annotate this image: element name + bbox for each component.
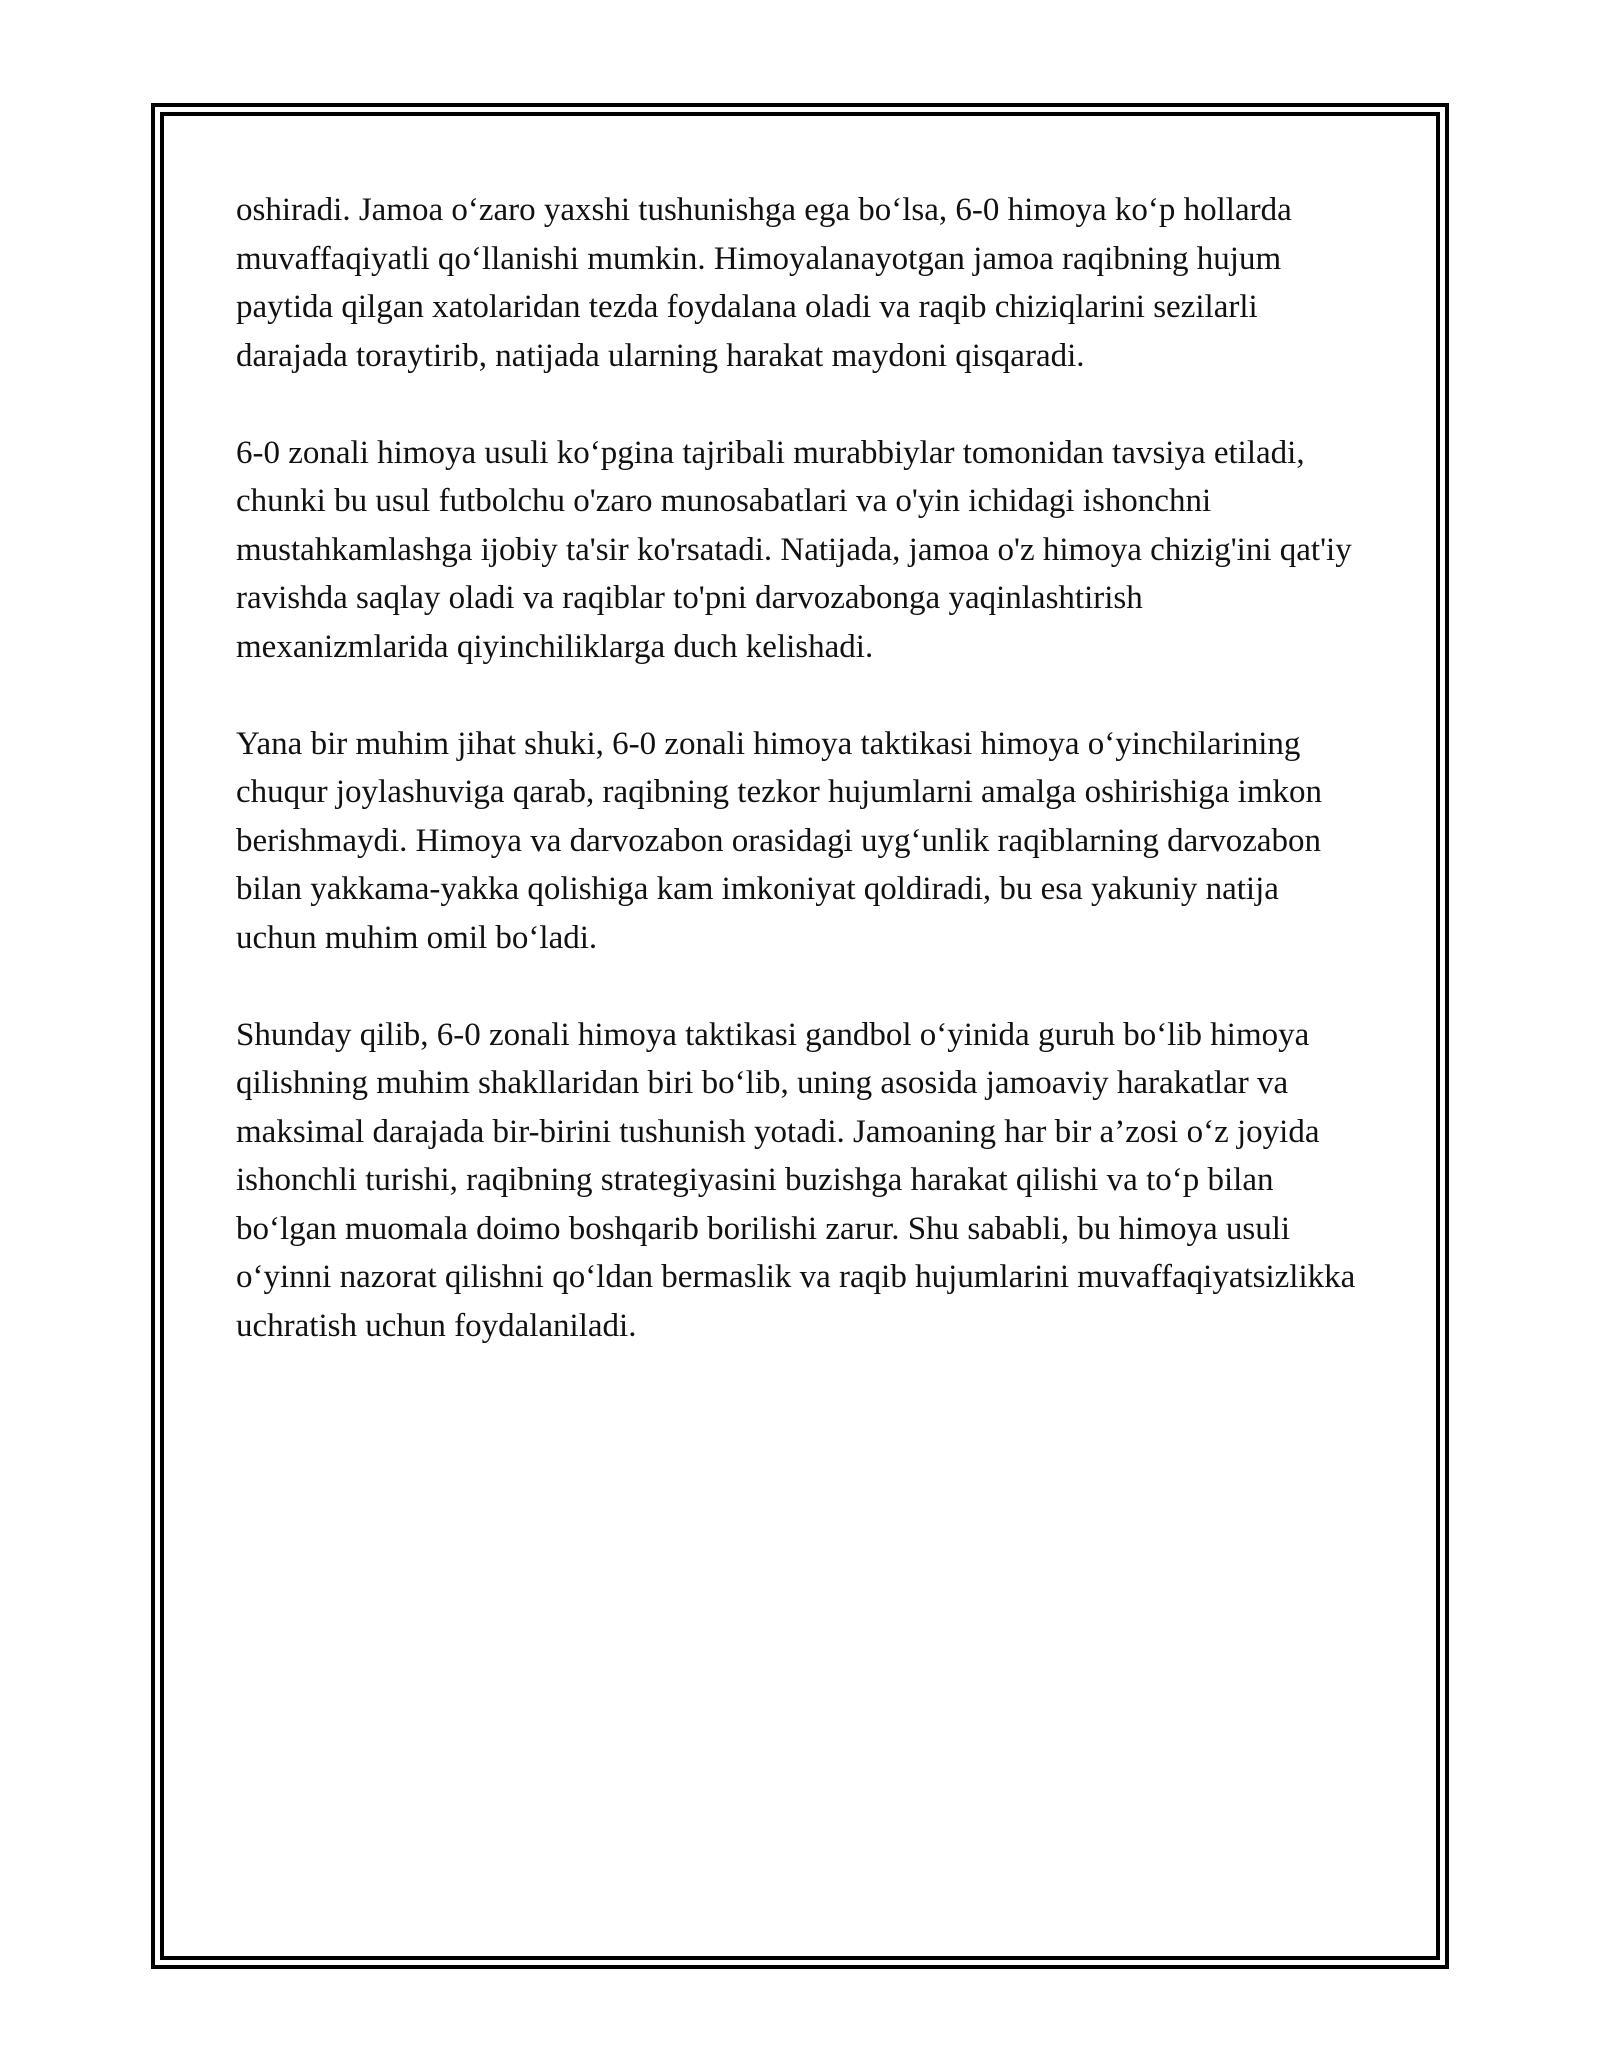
paragraph-4: Shunday qilib, 6-0 zonali himoya taktikasi gandbol o‘yinida guruh bo‘lib himoya qilishning muhim shakllaridan biri bo‘lib, uning asosida jamoaviy harakatlar va maksimal darajada bir-birini tushunish yotadi. Jamoaning har bir a’zosi o‘z joyida ishonchli turishi, raqibning strategiyasini buzishga harakat qilishi va to‘p bilan bo‘lgan muomala doimo boshqarib borilishi zarur. Shu sababli, bu himoya usuli o‘yinni nazorat qilishni qo‘ldan bermaslik va raqib hujumlarini muvaffaqiyatsizlikka uchratish uchun foydalaniladi.	[236, 1016, 1356, 1344]
paragraph-1: oshiradi. Jamoa o‘zaro yaxshi tushunishga ega bo‘lsa, 6-0 himoya ko‘p hollarda muvaffaqiyatli qo‘llanishi mumkin. Himoyalanayotgan jamoa raqibning hujum paytida qilgan xatolaridan tezda foydalana oladi va raqib chiziqlarini sezilarli darajada toraytirib, natijada ularning harakat maydoni qisqaradi.	[236, 192, 1292, 374]
paragraph-2: 6-0 zonali himoya usuli ko‘pgina tajribali murabbiylar tomonidan tavsiya etiladi, chunki bu usul futbolchu o'zaro munosabatlari va o'yin ichidagi ishonchni mustahkamlashga ijobiy ta'sir ko'rsatadi. Natijada, jamoa o'z himoya chizig'ini qat'iy ravishda saqlay oladi va raqiblar to'pni darvozabonga yaqinlashtirish mexanizmlarida qiyinchiliklarga duch kelishadi.	[236, 434, 1352, 665]
paragraph-3: Yana bir muhim jihat shuki, 6-0 zonali himoya taktikasi himoya o‘yinchilarining chuqur joylashuviga qarab, raqibning tezkor hujumlarni amalga oshirishiga imkon berishmaydi. Himoya va darvozabon orasidagi uyg‘unlik raqiblarning darvozabon bilan yakkama-yakka qolishiga kam imkoniyat qoldiradi, bu esa yakuniy natija uchun muhim omil bo‘ladi.	[236, 725, 1322, 956]
document-body	[236, 186, 1360, 1399]
